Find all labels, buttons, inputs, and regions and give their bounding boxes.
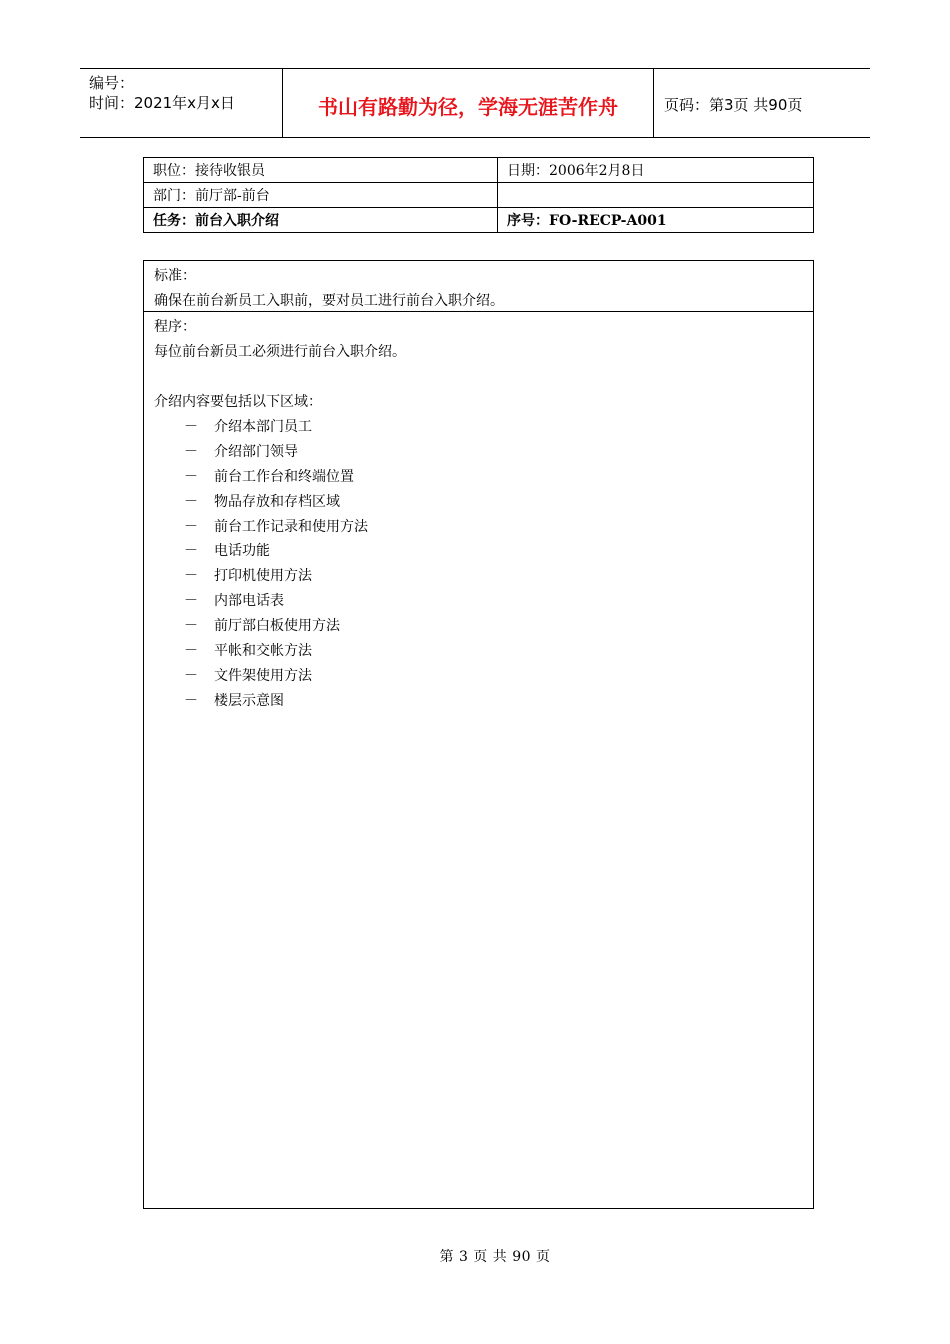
list-item <box>154 689 813 714</box>
list-item-text: 前台工作台和终端位置 <box>214 468 354 485</box>
procedure-list <box>154 415 813 714</box>
list-item-text: 前厅部白板使用方法 <box>214 618 340 635</box>
list-item <box>154 490 813 515</box>
list-item-text: 介绍本部门员工 <box>214 419 312 435</box>
content-box <box>143 260 814 1209</box>
info-row <box>144 208 814 233</box>
standard-text: 确保在前台新员工入职前，要对员工进行前台入职介绍。 <box>154 293 504 309</box>
list-item-text: 文件架使用方法 <box>214 667 312 684</box>
dash-marker: － <box>184 419 198 435</box>
number-label: 编号： <box>89 74 135 92</box>
serial-cell: 序号：FO-RECP-A001 <box>498 208 814 233</box>
list-item <box>154 664 813 689</box>
procedure-intro: 每位前台新员工必须进行前台入职介绍。 <box>154 344 406 360</box>
list-item-text: 物品存放和存档区域 <box>214 493 340 510</box>
dash-marker: － <box>184 518 198 535</box>
standard-section <box>144 261 813 312</box>
dash-marker: － <box>184 643 198 660</box>
list-item-text: 内部电话表 <box>214 593 284 610</box>
list-item <box>154 465 813 490</box>
list-item-text: 前台工作记录和使用方法 <box>214 518 368 535</box>
document-header <box>80 68 870 138</box>
list-item <box>154 639 813 664</box>
dash-marker: － <box>184 568 198 585</box>
info-table <box>143 157 814 233</box>
empty-cell <box>498 183 814 208</box>
dash-marker: － <box>184 618 198 635</box>
procedure-section <box>144 313 813 714</box>
list-item <box>154 415 813 440</box>
header-meta <box>80 69 282 137</box>
position-cell: 职位：接待收银员 <box>144 158 498 183</box>
dash-marker: － <box>184 543 198 560</box>
info-row <box>144 183 814 208</box>
dash-marker: － <box>184 667 198 684</box>
task-cell: 任务：前台入职介绍 <box>144 208 498 233</box>
list-item-text: 楼层示意图 <box>214 692 284 709</box>
list-item <box>154 589 813 614</box>
list-item <box>154 539 813 564</box>
header-motto: 书山有路勤为径，学海无涯苦作舟 <box>282 69 654 137</box>
list-item-text: 介绍部门领导 <box>214 443 298 460</box>
page-footer: 第 3 页 共 90 页 <box>439 1249 551 1265</box>
dash-marker: － <box>184 468 198 485</box>
date-cell: 日期：2006年2月8日 <box>498 158 814 183</box>
dash-marker: － <box>184 493 198 510</box>
list-intro: 介绍内容要包括以下区域： <box>154 394 322 410</box>
list-item-text: 打印机使用方法 <box>214 568 312 585</box>
header-page-info: 页码：第3页 共90页 <box>664 95 803 114</box>
list-item <box>154 515 813 540</box>
procedure-label: 程序： <box>154 319 196 335</box>
time-label: 时间：2021年x月x日 <box>89 94 235 112</box>
dash-marker: － <box>184 593 198 610</box>
list-item <box>154 440 813 465</box>
list-item <box>154 614 813 639</box>
dash-marker: － <box>184 443 198 460</box>
department-cell: 部门：前厅部-前台 <box>144 183 498 208</box>
info-row <box>144 158 814 183</box>
list-item-text: 电话功能 <box>214 543 270 560</box>
list-item-text: 平帐和交帐方法 <box>214 643 312 660</box>
dash-marker: － <box>184 692 198 709</box>
standard-label: 标准： <box>154 268 196 284</box>
list-item <box>154 564 813 589</box>
blank-line <box>154 365 813 390</box>
